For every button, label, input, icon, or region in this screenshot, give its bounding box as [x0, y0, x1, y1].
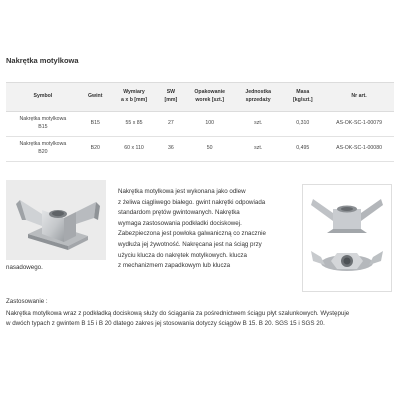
usage-text: Nakrętka motylkowa wraz z podkładką dociskową służy do ściągania za pośrednictwem ściągu płyt szalunkowych. Występuje w dwóch typach z gwintem B 15 i B 20 dlatego zakres jej stosowania dotyczy ściągów B 15. B 20. SGS 15 i SGS 20. [6, 310, 350, 327]
col-symbol: Symbol [6, 83, 80, 112]
col-wymiary: Wymiary a x b [mm] [111, 83, 158, 112]
col-gwint: Gwint [80, 83, 111, 112]
cell-symbol: Nakrętka motylkowa B20 [6, 137, 80, 162]
usage-heading: Zastosowanie : [6, 298, 48, 305]
cell-opakowanie: 50 [184, 137, 234, 162]
spec-table [6, 82, 394, 162]
cell-gwint: B20 [80, 137, 111, 162]
cell-sw: 27 [157, 112, 184, 137]
cell-nr-art: AS-OK-SC-1-00079 [324, 112, 394, 137]
cell-gwint: B15 [80, 112, 111, 137]
table-row [6, 137, 394, 162]
cell-masa: 0,310 [281, 112, 324, 137]
table-row [6, 112, 394, 137]
cell-nr-art: AS-OK-SC-1-00080 [324, 137, 394, 162]
cell-opakowanie: 100 [184, 112, 234, 137]
col-masa: Masa [kg/szt.] [281, 83, 324, 112]
table-header-row [6, 83, 394, 112]
cell-jednostka: szt. [235, 112, 282, 137]
page-title: Nakrętka motylkowa [6, 56, 79, 65]
wing-nut-photo-side [6, 180, 106, 260]
wing-nut-photo-views [302, 184, 392, 292]
col-sw: SW [mm] [157, 83, 184, 112]
product-description-tail: nasadowego. [6, 264, 43, 271]
cell-jednostka: szt. [235, 137, 282, 162]
col-nr-art: Nr art. [324, 83, 394, 112]
cell-masa: 0,495 [281, 137, 324, 162]
cell-symbol: Nakrętka motylkowa B15 [6, 112, 80, 137]
cell-wymiary: 55 x 85 [111, 112, 158, 137]
cell-sw: 36 [157, 137, 184, 162]
col-opakowanie: Opakowanie worek [szt.] [184, 83, 234, 112]
cell-wymiary: 60 x 110 [111, 137, 158, 162]
product-description: Nakrętka motylkowa jest wykonana jako odlew z żeliwa ciągliwego białego. gwint nakrętki odpowiada standardom prętów gwintowanych. Nakrętka wymaga zastosowania podkładki dociskowej. Zabezpieczona jest powłoka galwaniczną co znacznie wydłuża jej żywotność. Nakręcana jest na ściąg przy użyciu klucza do nakrętek motylkowych. klucza z mechanizmem zapadkowym lub klucza [118, 188, 266, 270]
col-jednostka: Jednostka sprzedaży [235, 83, 282, 112]
